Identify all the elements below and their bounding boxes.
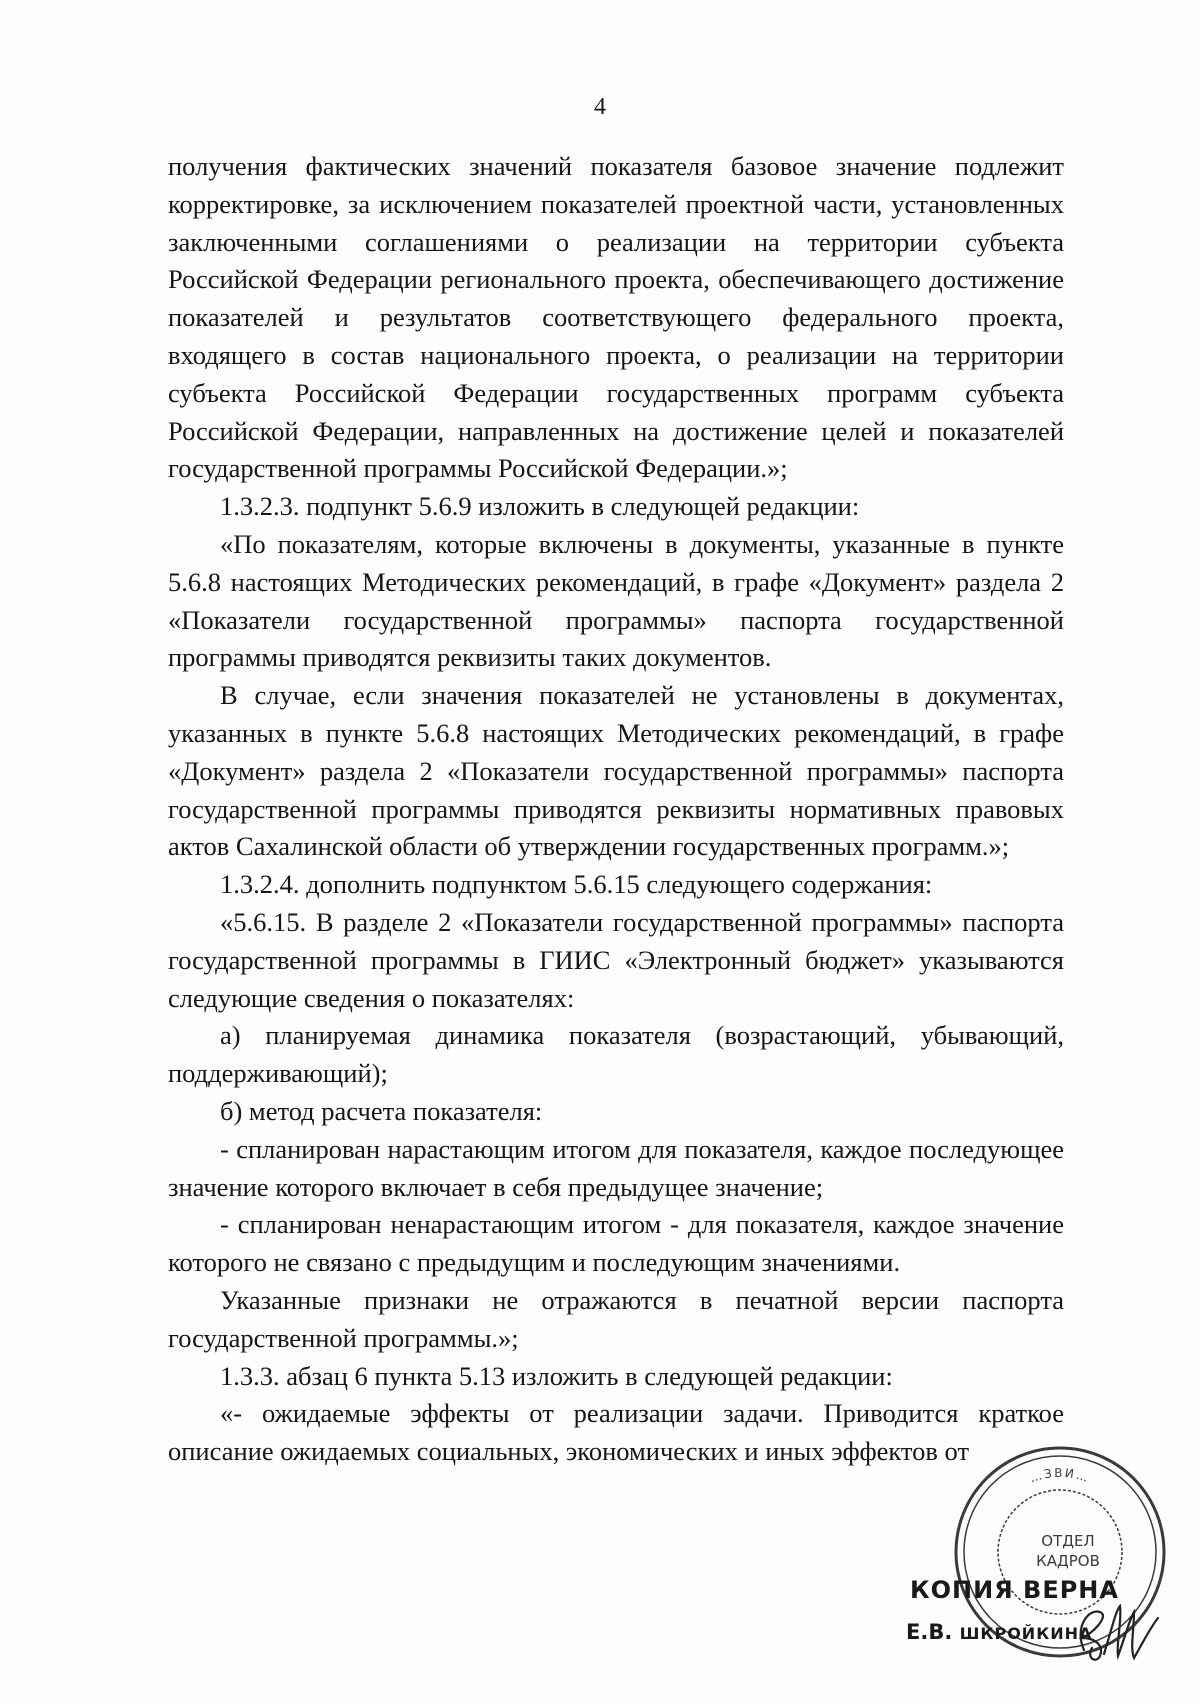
paragraph: 1.3.2.4. дополнить подпунктом 5.6.15 следующего содержания: bbox=[220, 869, 933, 900]
paragraph: получения фактических значений показателя базовое значение подлежит корректировке, за исключением показателей проектной части, установленных заключенными соглашениями о реализации на территории субъекта Российской Федерации регионального проекта, обеспечивающего достижение показателей и результатов соответствующего федерального проекта, входящего в состав национального проекта, о реализации на территории субъекта Российской Федерации государственных программ субъекта Российской Федерации, направленных на достижение целей и показателей государственной программы Российской Федерации.»; bbox=[168, 151, 1064, 484]
paragraph: В случае, если значения показателей не установлены в документах, указанных в пункте 5.6.8 настоящих Методических рекомендаций, в графе «Документ» раздела 2 «Показатели государственной программы» паспорта государственной программы приводятся реквизиты нормативных правовых актов Сахалинской области об утверждении государственных программ.»; bbox=[168, 680, 1064, 862]
paragraph: «По показателям, которые включены в документы, указанные в пункте 5.6.8 настоящих Методических рекомендаций, в графе «Документ» раздела 2 «Показатели государственной программы» паспорта государственной программы приводятся реквизиты таких документов. bbox=[168, 528, 1064, 673]
signer-name bbox=[906, 1620, 1092, 1644]
signer-initials: Е.В. bbox=[906, 1620, 953, 1644]
paragraph: Указанные признаки не отражаются в печатной версии паспорта государственной программы.»; bbox=[168, 1284, 1064, 1353]
seal-arc-text: …ЗВИ… bbox=[1027, 1465, 1093, 1486]
seal-center-line1: ОТДЕЛ bbox=[1041, 1532, 1095, 1550]
paragraph: а) планируемая динамика показателя (возрастающий, убывающий, поддерживающий); bbox=[168, 1020, 1064, 1089]
paragraph: 1.3.3. абзац 6 пункта 5.13 изложить в следующей редакции: bbox=[220, 1360, 893, 1391]
paragraph: «5.6.15. В разделе 2 «Показатели государственной программы» паспорта государственной программы в ГИИС «Электронный бюджет» указываются следующие сведения о показателях: bbox=[168, 906, 1064, 1013]
signer-surname: ШКРОЙКИНА bbox=[959, 1624, 1093, 1643]
paragraph: «- ожидаемые эффекты от реализации задачи. Приводится краткое описание ожидаемых социальных, экономических и иных эффектов от bbox=[168, 1398, 1064, 1467]
seal-center-line2: КАДРОВ bbox=[1036, 1552, 1100, 1570]
certified-copy-stamp: КОПИЯ ВЕРНА bbox=[910, 1576, 1119, 1604]
svg-text:…ЗВИ… bbox=[1028, 1466, 1092, 1485]
paragraph: - спланирован нарастающим итогом для показателя, каждое последующее значение которого включает в себя предыдущее значение; bbox=[168, 1133, 1064, 1202]
paragraph: б) метод расчета показателя: bbox=[220, 1095, 543, 1126]
handwritten-signature bbox=[1070, 1588, 1170, 1668]
paragraph: - спланирован ненарастающим итогом - для показателя, каждое значение которого не связано с предыдущим и последующим значениями. bbox=[168, 1209, 1064, 1278]
document-body bbox=[168, 148, 1064, 1471]
paragraph: 1.3.2.3. подпункт 5.6.9 изложить в следующей редакции: bbox=[220, 491, 860, 522]
page-number: 4 bbox=[594, 94, 606, 120]
